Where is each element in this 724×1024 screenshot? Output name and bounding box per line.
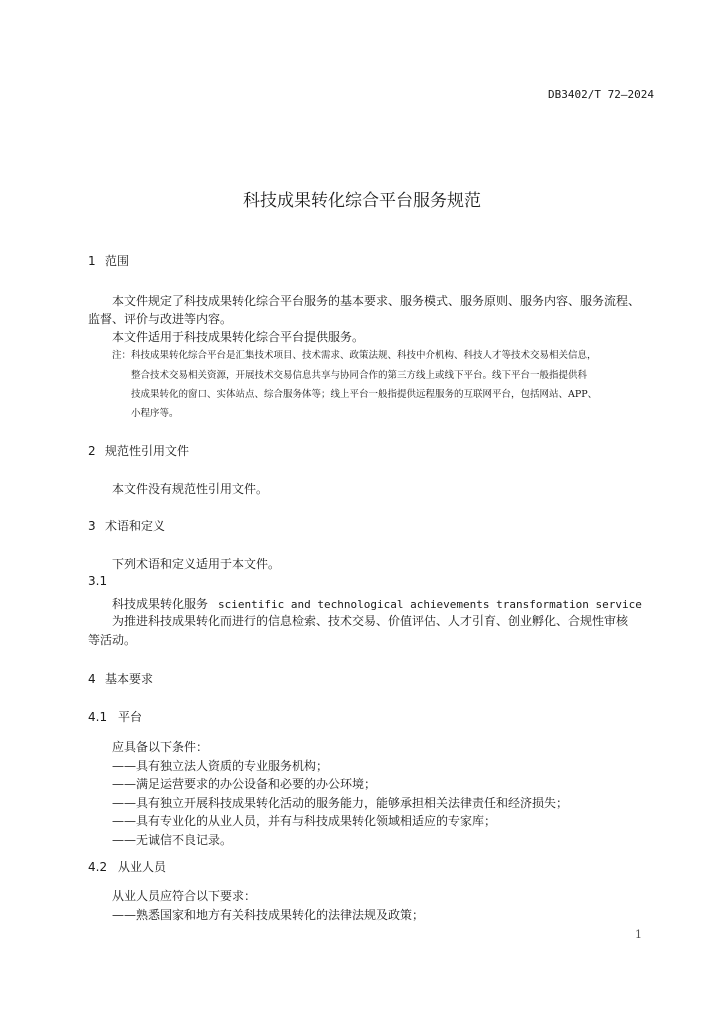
subsection-number: 4.2: [88, 860, 108, 874]
note-line: 注：科技成果转化综合平台是汇集技术项目、技术需求、政策法规、科技中介机构、科技人才等技术交易相关信息，: [112, 350, 597, 361]
subsection-4-2-heading: [88, 858, 166, 875]
note-line: 技成果转化的窗口、实体站点、综合服务体等；线上平台一般指提供远程服务的互联网平台，包括网站、APP、: [131, 389, 598, 400]
list-item: ——熟悉国家和地方有关科技成果转化的法律法规及政策；: [112, 908, 425, 922]
subsection-title: 从业人员: [118, 860, 167, 874]
section-title: 范围: [105, 254, 130, 268]
list-item: ——具有专业化的从业人员，并有与科技成果转化领域相适应的专家库；: [112, 814, 497, 828]
term-entry: [112, 593, 642, 612]
section-3-paragraph: 下列术语和定义适用于本文件。: [112, 557, 281, 571]
section-4-heading: [88, 670, 153, 687]
section-2-paragraph: 本文件没有规范性引用文件。: [112, 482, 269, 496]
note-line: 小程序等。: [131, 408, 179, 419]
note-line: 整合技术交易相关资源，开展技术交易信息共享与协同合作的第三方线上或线下平台。线下平台一般指提供科: [131, 370, 588, 381]
subsection-intro: 应具备以下条件：: [112, 740, 209, 754]
section-3-heading: [88, 517, 165, 534]
term-chinese: 科技成果转化服务: [112, 597, 209, 611]
section-number: 4: [88, 672, 96, 686]
list-item: ——满足运营要求的办公设备和必要的办公环境；: [112, 777, 377, 791]
term-number: 3.1: [88, 574, 108, 588]
term-definition-line: 为推进科技成果转化而进行的信息检索、技术交易、价值评估、人才引育、创业孵化、合规性审核: [112, 614, 629, 628]
subsection-title: 平台: [118, 710, 143, 724]
subsection-intro: 从业人员应符合以下要求：: [112, 889, 257, 903]
section-1-paragraph-line: 监督、评价与改进等内容。: [88, 312, 233, 326]
document-title: 科技成果转化综合平台服务规范: [243, 191, 481, 211]
section-title: 基本要求: [105, 672, 154, 686]
section-number: 2: [88, 444, 96, 458]
list-item: ——无诚信不良记录。: [112, 833, 233, 847]
section-title: 术语和定义: [105, 519, 166, 533]
list-item: ——具有独立法人资质的专业服务机构；: [112, 759, 329, 773]
term-english: scientific and technological achievements transformation service: [218, 598, 642, 611]
section-2-heading: [88, 442, 189, 459]
subsection-number: 4.1: [88, 710, 108, 724]
section-title: 规范性引用文件: [105, 444, 190, 458]
list-item: ——具有独立开展科技成果转化活动的服务能力，能够承担相关法律责任和经济损失；: [112, 796, 569, 810]
section-number: 1: [88, 254, 96, 268]
page-number: 1: [635, 928, 642, 941]
section-1-paragraph: 本文件适用于科技成果转化综合平台提供服务。: [112, 330, 365, 344]
section-number: 3: [88, 519, 96, 533]
standard-number: DB3402/T 72—2024: [548, 88, 654, 101]
subsection-4-1-heading: [88, 708, 142, 725]
term-definition-line: 等活动。: [88, 633, 137, 647]
section-1-heading: [88, 252, 129, 269]
section-1-paragraph-line: 本文件规定了科技成果转化综合平台服务的基本要求、服务模式、服务原则、服务内容、服务流程、: [112, 294, 641, 308]
